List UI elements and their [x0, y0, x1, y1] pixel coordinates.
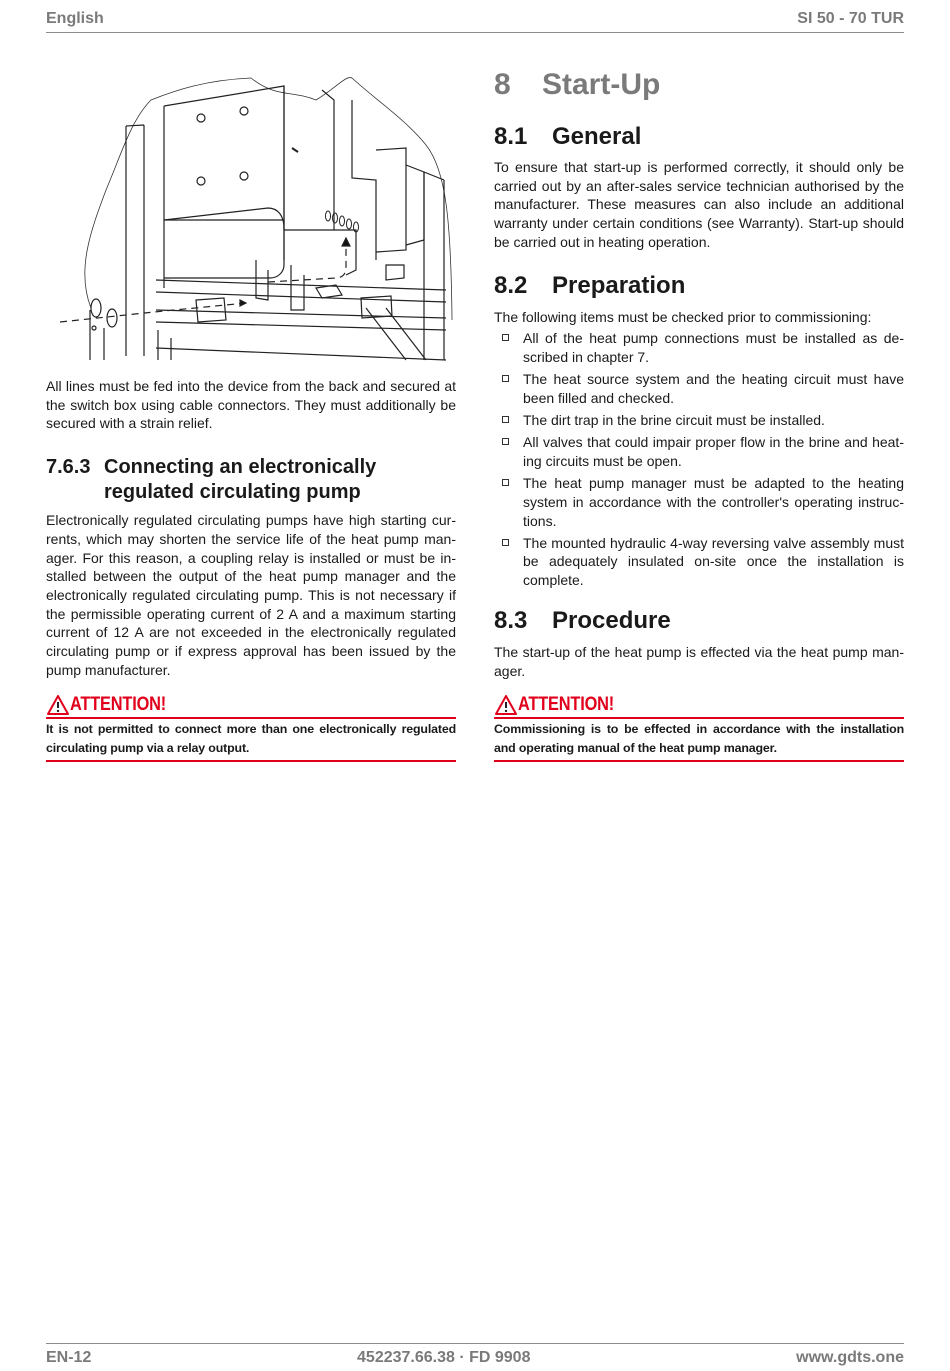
attention-box-right — [494, 694, 904, 762]
section-8-2-intro: The following items must be checked prior to commissioning: — [494, 308, 872, 325]
chapter-number: 8 — [494, 68, 511, 101]
list-item: The mounted hydraulic 4-way reversing valve assembly must be adequately insulated on-site once the installation is complete. — [494, 534, 904, 590]
intro-paragraph: All lines must be fed into the device from the back and secured at the switch box using cable connectors. They must additionally be secured with a strain relief. — [46, 378, 456, 432]
section-8-2-heading — [494, 272, 904, 300]
chapter-8-heading — [494, 67, 904, 103]
attention-box-left — [46, 694, 456, 762]
header-language: English — [46, 10, 104, 27]
section-number: 8.2 — [494, 271, 528, 299]
section-8-3-heading — [494, 607, 904, 635]
attention-title — [46, 694, 456, 719]
square-bullet-icon — [502, 438, 509, 445]
page-footer — [46, 1343, 904, 1371]
section-title: General — [552, 123, 642, 150]
square-bullet-icon — [502, 375, 509, 382]
footer-doc-number: 452237.66.38 · FD 9908 — [357, 1348, 531, 1366]
cable-routing-illustration — [46, 60, 456, 370]
preparation-checklist — [494, 329, 904, 590]
square-bullet-icon — [502, 334, 509, 341]
attention-title — [494, 694, 904, 719]
square-bullet-icon — [502, 416, 509, 423]
page-header — [46, 6, 904, 33]
list-item: All valves that could impair proper flow in the brine and heating circuits must be open. — [494, 433, 904, 470]
section-number: 8.1 — [494, 123, 528, 150]
section-title-line1: Connecting an electronically — [104, 456, 377, 479]
attention-label: ATTENTION! — [70, 694, 167, 716]
square-bullet-icon — [502, 539, 509, 546]
list-item: The heat source system and the heating circuit must have been filled and checked. — [494, 370, 904, 407]
section-title-line2: regulated circulating pump — [104, 481, 361, 504]
section-number: 7.6.3 — [46, 456, 91, 479]
warning-triangle-icon — [494, 694, 518, 716]
list-item: All of the heat pump connections must be installed as described in chapter 7. — [494, 329, 904, 366]
attention-label: ATTENTION! — [518, 694, 615, 716]
right-column — [494, 60, 904, 762]
section-8-1-body: To ensure that start-up is performed correctly, it should only be carried out by an after-sales service technician authorised by the manufacturer. These measures can also include an additional warranty under certain conditions (see Warranty). Start-up should be carried out in heating operation. — [494, 159, 904, 250]
footer-page-number: EN-12 — [46, 1348, 92, 1366]
section-7-6-3-heading — [46, 455, 456, 505]
section-title: Procedure — [552, 606, 671, 634]
list-item: The dirt trap in the brine circuit must be installed. — [494, 411, 904, 430]
warning-triangle-icon — [46, 694, 70, 716]
footer-website[interactable]: www.gdts.one — [796, 1348, 904, 1366]
list-item: The heat pump manager must be adapted to the heating system in accordance with the controller's operating instructions. — [494, 474, 904, 530]
left-column — [46, 60, 456, 762]
section-8-3-body: The start-up of the heat pump is effected via the heat pump manager. — [494, 643, 904, 679]
section-7-6-3-body: Electronically regulated circulating pumps have high starting currents, which may shorten the service life of the heat pump manager. For this reason, a coupling relay is installed or must be installed between the output of the heat pump manager and the electronically regulated circulating pump. This is not necessary if the permissible operating current of 2 A and a maximum starting current of 12 A are not exceeded in the electronically regulated circulating pump or if express approval has been issued by the pump manufacturer. — [46, 512, 456, 678]
header-model: SI 50 - 70 TUR — [797, 10, 904, 27]
attention-text: Commissioning is to be effected in accordance with the installation and operating manual of the heat pump manager. — [494, 722, 904, 755]
chapter-title: Start-Up — [542, 68, 661, 101]
attention-text: It is not permitted to connect more than one electronically regulated circulating pump via a relay output. — [46, 722, 456, 755]
section-title: Preparation — [552, 271, 686, 299]
section-8-1-heading — [494, 123, 904, 151]
square-bullet-icon — [502, 479, 509, 486]
section-number: 8.3 — [494, 606, 528, 634]
